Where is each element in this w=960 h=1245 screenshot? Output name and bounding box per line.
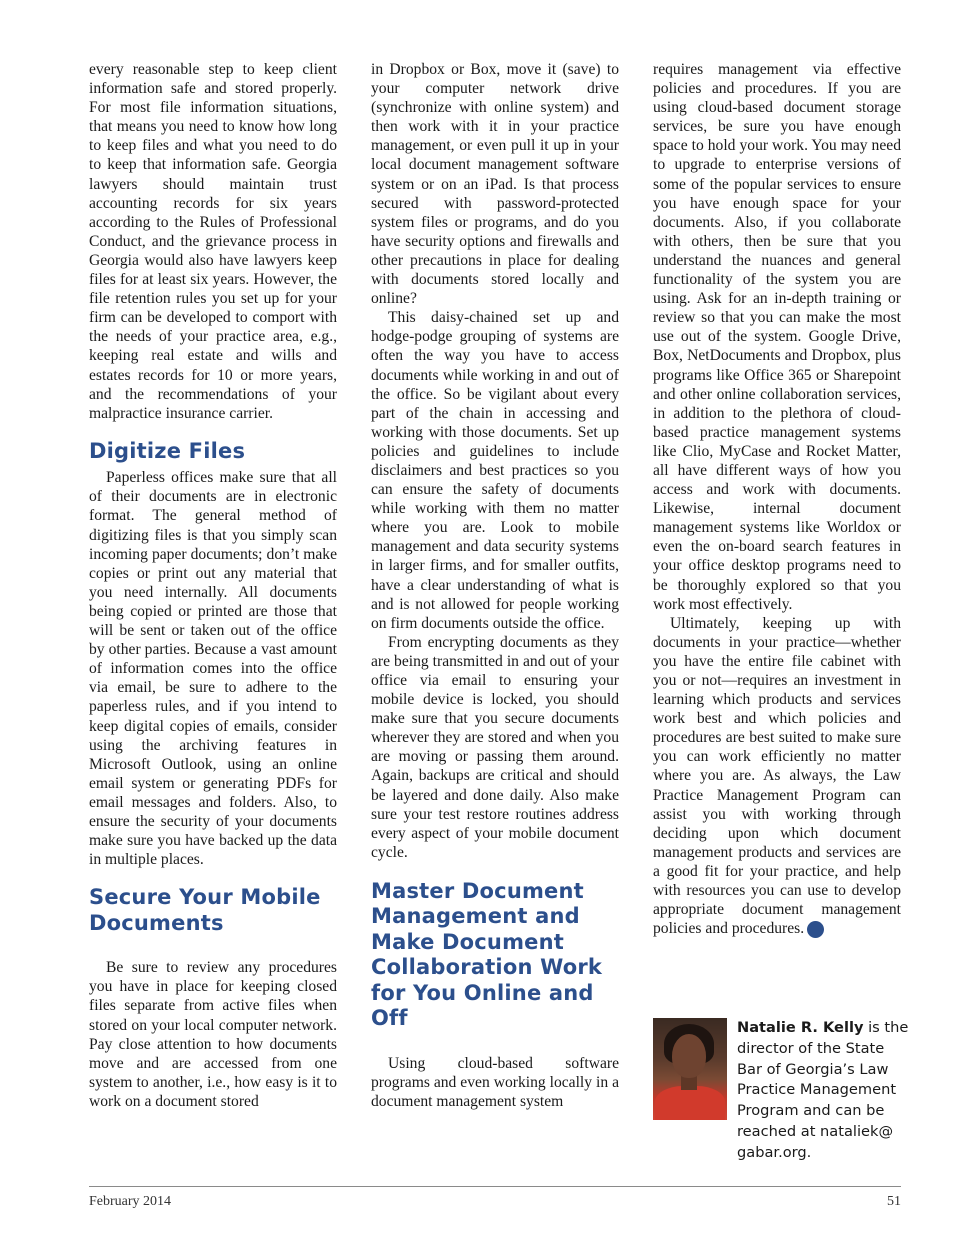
- column-1: [89, 60, 337, 1111]
- section-heading-digitize-files: Digitize Files: [89, 438, 246, 463]
- author-photo: [653, 1018, 727, 1120]
- author-name: Natalie R. Kelly: [737, 1019, 864, 1036]
- column-2: [371, 60, 619, 1111]
- author-bio-text: [737, 1018, 913, 1164]
- paragraph: Be sure to review any procedures you have in place for keeping closed files separate from active files when stored on your local computer network. Pay close attention to how documents move and are accessed from one system to another, i.e., how easy is it to work on a document stored: [89, 959, 337, 1110]
- footer-date: February 2014: [89, 1194, 172, 1209]
- author-description: is the director of the State Bar of Georgia’s Law Practice Management Program and can be reached at nataliek@ gabar.org.: [737, 1019, 909, 1161]
- paragraph: requires management via effective policies and procedures. If you are using cloud-based document storage services, be sure you have enough space to hold your work. You may need to upgrade to enterprise versions of some of the popular services to ensure you have enough space for your documents. Also, if you collaborate with others, then be sure that you understand the nuances and general functionality of the system you are using. Ask for an in-depth training or review so that you can make the most use out of the system. Google Drive, Box, NetDocuments and Dropbox, plus programs like Office 365 or Sharepoint and other online collaboration services, in addition to the plethora of cloud-based practice management systems like Clio, MyCase and Rocket Matter, all have different ways of how you access and work with documents. Likewise, internal document management systems like Worldox or even the on-board search features in your office desktop programs need to be thoroughly explored so that you work most effectively.: [653, 61, 901, 613]
- paragraph: Paperless offices make sure that all of their documents are in electronic format. The general method of digitizing files is that you simply scan incoming paper documents; don’t make copies or print out any material that you need internally. All documents being copied or printed are those that will be sent or taken out of the office by other parties. Because a vast amount of information comes into the office via email, be sure to adhere to the paperless rules, and if you intend to keep digital copies of emails, consider using the archiving features in Microsoft Outlook, using an online email system or generating PDFs for email messages and folders. Also, to ensure the security of your documents make sure you have backed up the data in multiple places.: [89, 469, 337, 869]
- section-heading-master-document-management: Master Document Management and Make Document Collaboration Work for You Online and Off: [371, 878, 603, 1031]
- column-3: [653, 60, 901, 938]
- end-mark-icon: GBJ: [807, 921, 824, 938]
- section-heading-secure-mobile-documents: Secure Your Mobile Documents: [89, 885, 321, 935]
- paragraph: in Dropbox or Box, move it (save) to your computer network drive (synchronize with online system) and then work with it in your practice management, or even pull it up in your local document management software system or on an iPad. Is that process secured with password-protected system files or programs, and do you have security options and firewalls and other precautions in place for dealing with documents stored locally and online?: [371, 61, 619, 308]
- paragraph: This daisy-chained set up and hodge-podge grouping of systems are often the way you have to access documents while working in and out of the office. So be vigilant about every part of the chain in accessing and working with those documents. Set up policies and guidelines to include disclaimers and best practices so you can ensure the safety of documents while working with them no matter where you are. Look to mobile management and data security systems in larger firms, and for smaller outfits, have a clear understanding of what is and is not allowed for people working on firm documents outside the office.: [371, 309, 619, 632]
- paragraph: Using cloud-based software programs and even working locally in a document management system: [371, 1054, 619, 1111]
- paragraph: From encrypting documents as they are being transmitted in and out of your office via email to ensuring your mobile device is locked, you should make sure that you secure documents wherever they are stored and when you are moving or passing them around. Again, backups are critical and should be layered and done daily. Also make sure your test restore routines address every aspect of your mobile document cycle.: [371, 633, 619, 861]
- paragraph: every reasonable step to keep client information safe and stored properly. For most file information situations, that means you need to know how long to keep files and what you need to do to keep that information safe. Georgia lawyers should maintain trust accounting records for six years according to the Rules of Professional Conduct, and the grievance process in Georgia would also have lawyers keep files for at least six years. However, the file retention rules you set up for your firm can be developed to comport with the needs of your practice area, e.g., keeping real estate and wills and estates records for 10 or more years, and the recommendations of your malpractice insurance carrier.: [89, 61, 337, 422]
- author-bio: [653, 1018, 913, 1168]
- paragraph: [653, 614, 901, 939]
- page-number: 51: [887, 1194, 901, 1209]
- paragraph-text: Ultimately, keeping up with documents in your practice—whether you have the entire file cabinet with you or not—requires an investment in learning which products and services work best and which policies and procedures are best suited to make sure you can work efficiently no matter where you are. As always, the Law Practice Management Program can assist you with working through deciding upon which document management products and services are a good fit for your practice, and help with resources you can use to develop appropriate document management policies and procedures.: [653, 614, 901, 938]
- footer-divider: [89, 1186, 901, 1187]
